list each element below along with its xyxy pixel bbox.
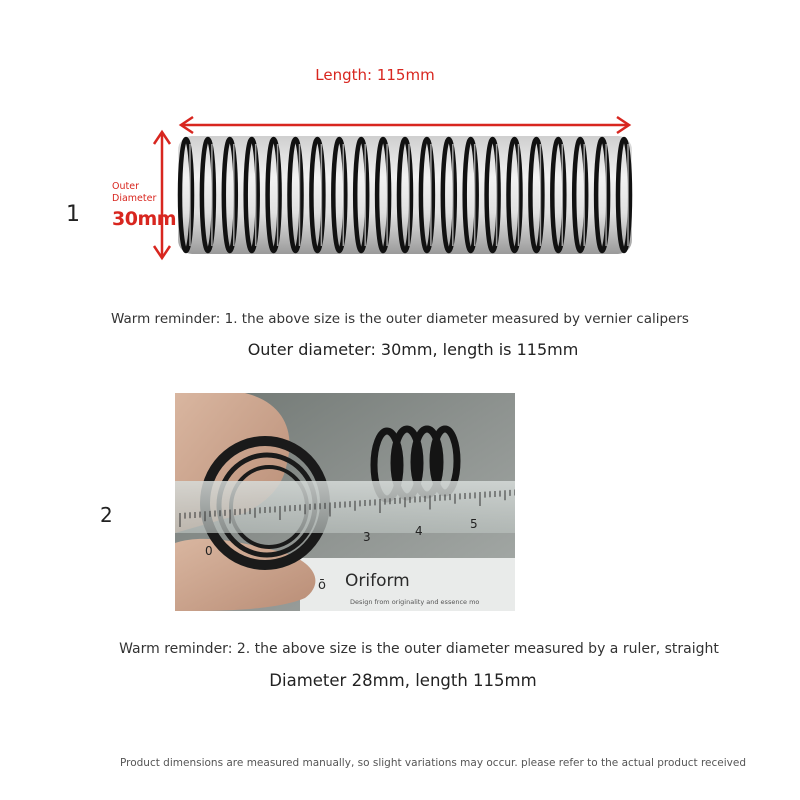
ruler-number-5: 5 [470, 517, 478, 531]
dimensions-2: Diameter 28mm, length 115mm [269, 671, 537, 690]
outer-diameter-value: 30mm [112, 208, 177, 230]
ruler-number-4: 4 [415, 524, 423, 538]
figure-number-2: 2 [100, 503, 113, 527]
spring-image [172, 130, 638, 260]
brand-text: Oriform [345, 571, 410, 591]
outer-diameter-label-line2: Diameter [112, 193, 157, 204]
reminder-2: Warm reminder: 2. the above size is the outer diameter measured by a ruler, straight [119, 641, 719, 657]
brand-tagline: Design from originality and essence mo [350, 598, 480, 606]
ruler-measurement-photo [175, 393, 515, 611]
ruler-number-0: 0 [205, 544, 213, 558]
reminder-1: Warm reminder: 1. the above size is the outer diameter measured by vernier calipers [111, 311, 689, 327]
outer-diameter-label-line1: Outer [112, 181, 139, 192]
brand-logo-mark: ō [318, 578, 326, 593]
ruler-number-3: 3 [363, 530, 371, 544]
outer-diameter-label [112, 181, 156, 205]
length-label: Length: 115mm [315, 66, 435, 84]
dimensions-1: Outer diameter: 30mm, length is 115mm [247, 340, 579, 359]
footer-disclaimer: Product dimensions are measured manually, so slight variations may occur. please refer to the actual product received [119, 757, 747, 769]
figure-number-1: 1 [66, 202, 80, 227]
